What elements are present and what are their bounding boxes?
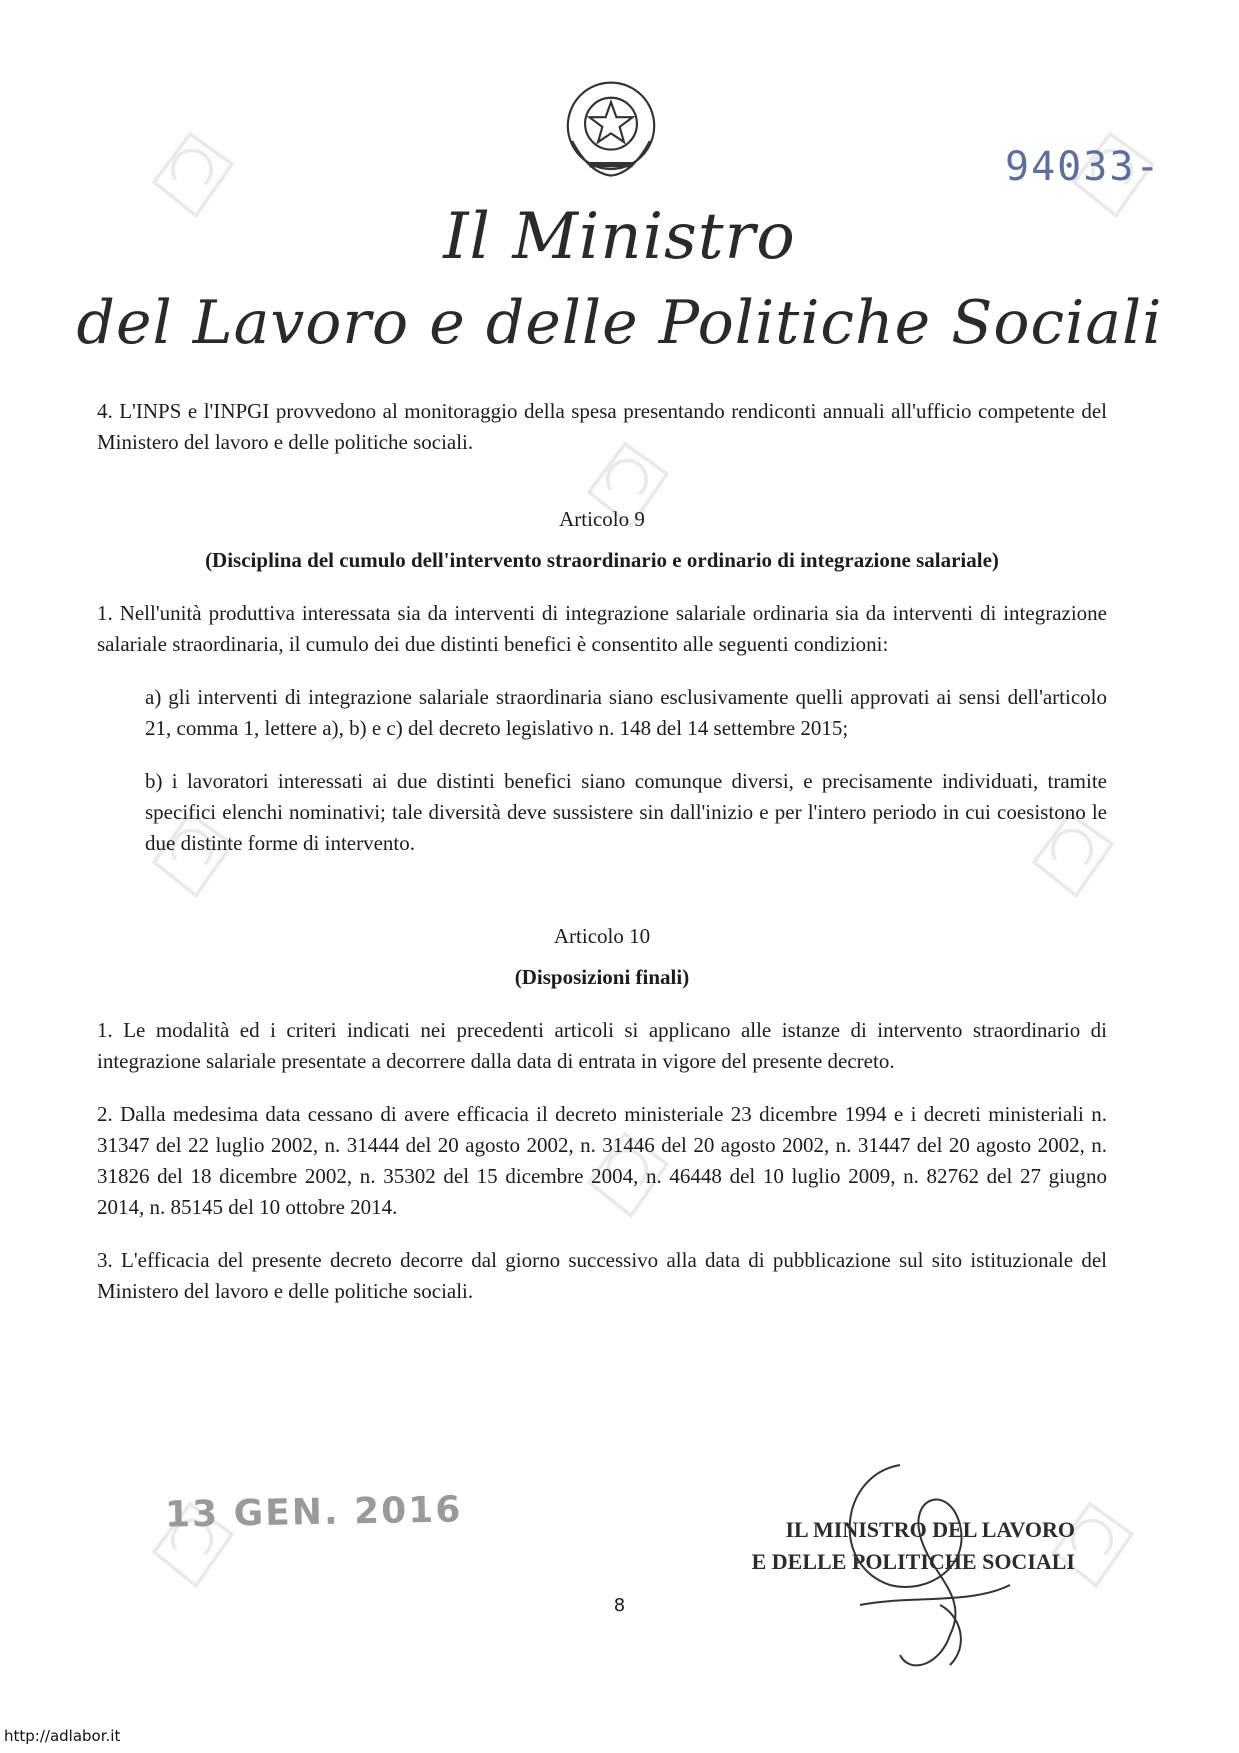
article-9-paragraph-1: 1. Nell'unità produttiva interessata sia da interventi di integrazione salariale ordinaria sia da interventi di integrazione salariale straordinaria, il cumulo dei due distinti benefici è consentito alle seguenti condizioni:	[97, 601, 1107, 656]
footer-url: http://adlabor.it	[4, 1727, 121, 1745]
signature-title-line1: IL MINISTRO DEL LAVORO	[785, 1517, 1075, 1542]
article-10-paragraph-1: 1. Le modalità ed i criteri indicati nei precedenti articoli si applicano alle istanze di intervento straordinario di integrazione salariale presentate a decorrere dalla data di entrata in vigore del presente decreto.	[97, 1018, 1107, 1073]
article-10-subtitle: (Disposizioni finali)	[514, 965, 690, 989]
italian-republic-emblem-icon	[557, 74, 665, 182]
page-number: 8	[613, 1595, 626, 1616]
date-stamp: 13 GEN. 2016	[164, 1489, 463, 1536]
signature-title-line2: E DELLE POLITICHE SOCIALI	[751, 1549, 1075, 1574]
article-9-subtitle: (Disciplina del cumulo dell'intervento straordinario e ordinario di integrazione salariale)	[205, 548, 999, 572]
document-body	[97, 396, 1107, 1329]
article-9-item-a: a) gli interventi di integrazione salariale straordinaria siano esclusivamente quelli approvati ai sensi dell'articolo 21, comma 1, lettere a), b) e c) del decreto legislativo n. 148 del 14 settembre 2015;	[145, 685, 1107, 740]
article-10-title: Articolo 10	[553, 924, 651, 948]
handwritten-signature-icon	[820, 1455, 1020, 1685]
header-title-line1: Il Ministro	[443, 200, 796, 274]
protocol-stamp: 94033-	[1005, 144, 1162, 190]
article-10-paragraph-3: 3. L'efficacia del presente decreto decorre dal giorno successivo alla data di pubblicazione sul sito istituzionale del Ministero del lavoro e delle politiche sociali.	[97, 1248, 1107, 1303]
paragraph-4: 4. L'INPS e l'INPGI provvedono al monitoraggio della spesa presentando rendiconti annuali all'ufficio competente del Ministero del lavoro e delle politiche sociali.	[97, 399, 1107, 454]
article-9-item-b: b) i lavoratori interessati ai due distinti benefici siano comunque diversi, e precisamente individuati, tramite specifici elenchi nominativi; tale diversità deve sussistere sin dall'inizio e per l'intero periodo in cui coesistono le due distinte forme di intervento.	[145, 769, 1107, 855]
header-title-line2: del Lavoro e delle Politiche Sociali	[76, 288, 1163, 358]
article-10-paragraph-2: 2. Dalla medesima data cessano di avere efficacia il decreto ministeriale 23 dicembre 1994 e i decreti ministeriali n. 31347 del 22 luglio 2002, n. 31444 del 20 agosto 2002, n. 31446 del 20 agosto 2002, n. 31447 del 20 agosto 2002, n. 31826 del 18 dicembre 2002, n. 35302 del 15 dicembre 2004, n. 46448 del 10 luglio 2009, n. 82762 del 27 giugno 2014, n. 85145 del 10 ottobre 2014.	[97, 1102, 1107, 1219]
article-9-title: Articolo 9	[559, 507, 645, 531]
